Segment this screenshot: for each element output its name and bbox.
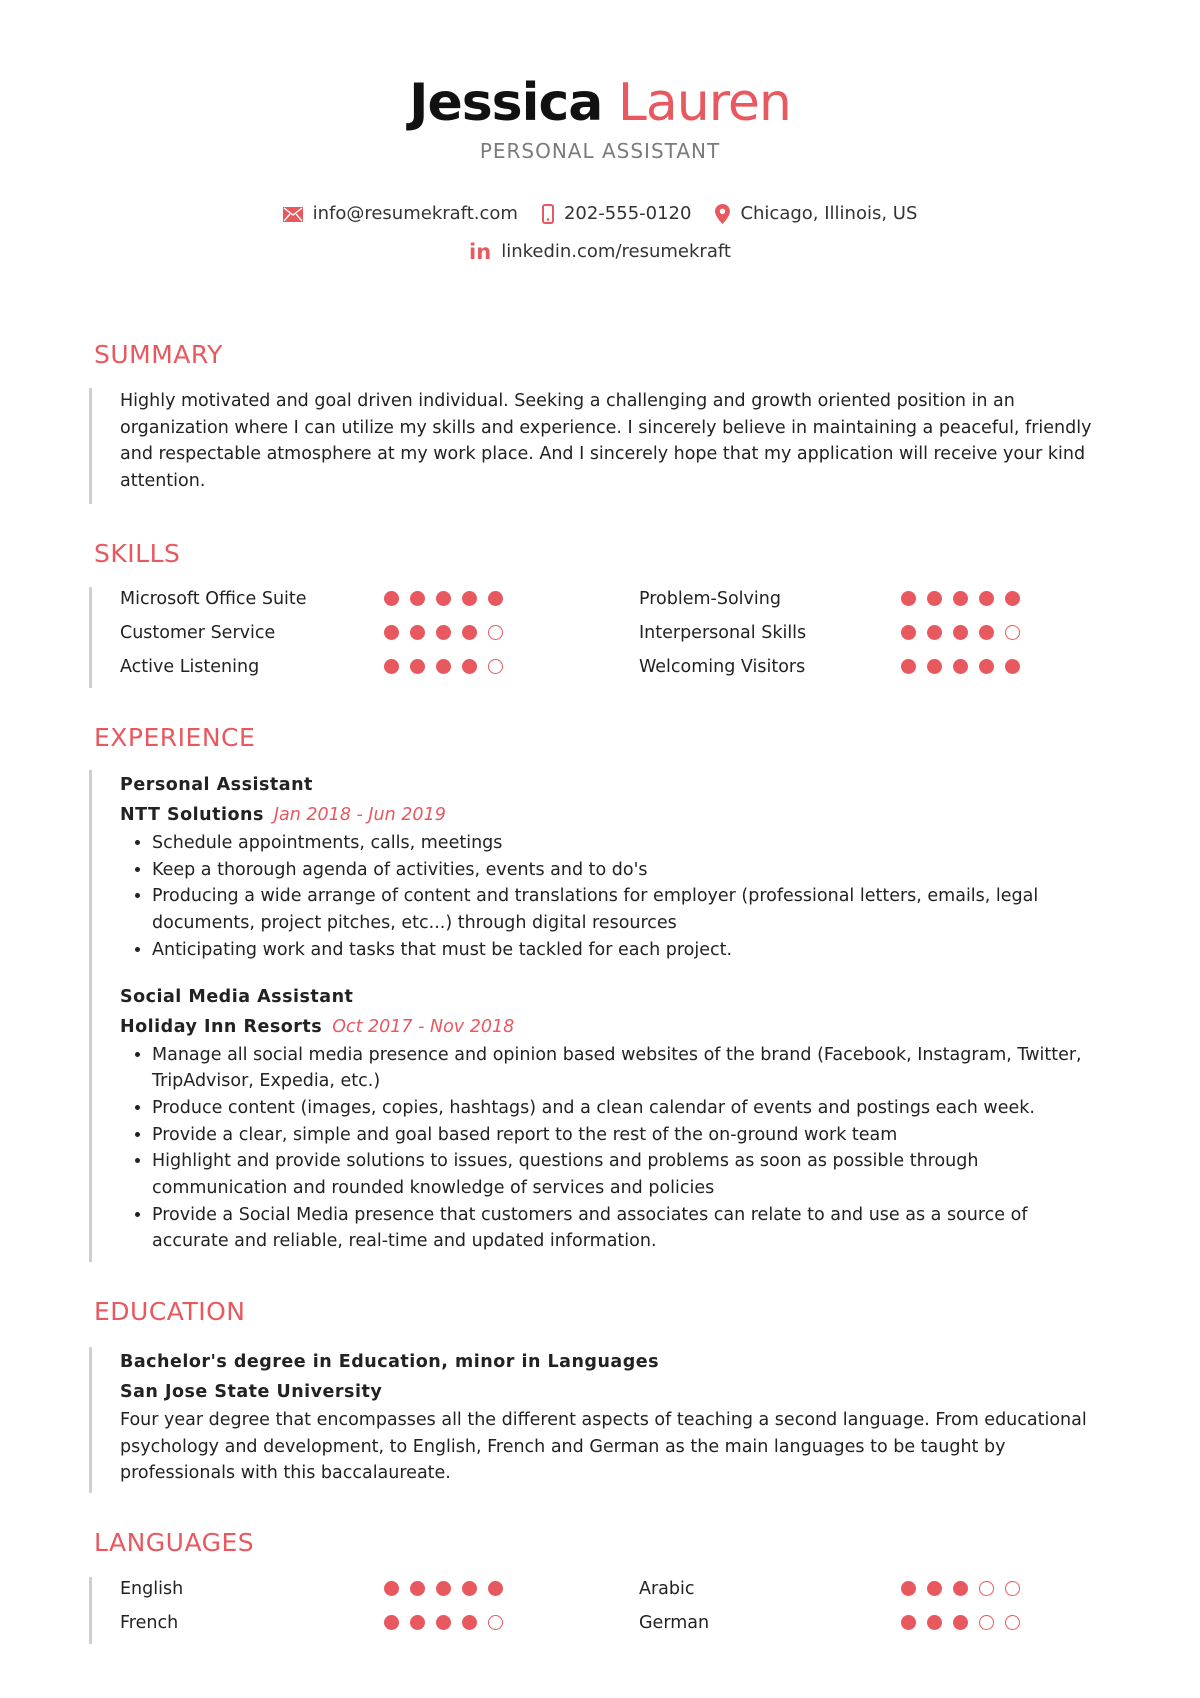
- rating-dot-filled: [953, 659, 968, 674]
- rating-dot-filled: [927, 1615, 942, 1630]
- rating-dot-filled: [384, 625, 399, 640]
- rating-dot-filled: [488, 1581, 503, 1596]
- education-body: [89, 1347, 1108, 1493]
- job-title: PERSONAL ASSISTANT: [479, 139, 721, 163]
- job-dates: Oct 2017 - Nov 2018: [332, 1016, 515, 1037]
- experience-body: [89, 770, 1108, 1262]
- linkedin-icon: in: [469, 240, 492, 264]
- rating-dot-filled: [410, 1615, 425, 1630]
- rating-dot-filled: [979, 591, 994, 606]
- bullet-item: • Produce content (images, copies, hashtags) and a clean calendar of events and postings each week.: [152, 1095, 1108, 1122]
- skill-name: Problem-Solving: [639, 589, 781, 609]
- first-name: Jessica: [409, 73, 603, 133]
- language-rating: [384, 1615, 514, 1630]
- job-company: NTT Solutions: [120, 805, 264, 825]
- rating-dot-filled: [384, 1581, 399, 1596]
- section-heading: EDUCATION: [94, 1297, 246, 1326]
- job-entry: [120, 770, 1108, 964]
- language-name: German: [639, 1613, 710, 1633]
- summary-body: [89, 388, 1108, 504]
- job-position: Personal Assistant: [120, 775, 313, 795]
- skill-row: [120, 582, 1108, 616]
- skill-rating: [384, 591, 514, 606]
- job-entry: [120, 982, 1108, 1256]
- rating-dot-empty: [1005, 625, 1020, 640]
- rating-dot-filled: [384, 1615, 399, 1630]
- rating-dot-filled: [436, 625, 451, 640]
- rating-dot-filled: [953, 1615, 968, 1630]
- rating-dot-filled: [979, 625, 994, 640]
- map-pin-icon: [715, 204, 730, 224]
- bullet-item: • Highlight and provide solutions to issues, questions and problems as soon as possible through communication and rounded knowledge of services and policies: [152, 1148, 1108, 1201]
- job-dates: Jan 2018 - Jun 2019: [273, 805, 446, 825]
- section-heading: LANGUAGES: [94, 1528, 255, 1557]
- contact-line: [0, 201, 1200, 227]
- bullet-item: • Producing a wide arrange of content and translations for employer (professional letters, emails, legal documents, project pitches, etc...) through digital resources: [152, 883, 1108, 936]
- rating-dot-filled: [979, 659, 994, 674]
- rating-dot-filled: [436, 659, 451, 674]
- last-name: Lauren: [617, 73, 791, 133]
- contact-location: [715, 201, 917, 227]
- rating-dot-empty: [488, 1615, 503, 1630]
- rating-dot-filled: [1005, 659, 1020, 674]
- skills-grid: [89, 587, 1108, 688]
- rating-dot-filled: [1005, 591, 1020, 606]
- rating-dot-filled: [410, 591, 425, 606]
- rating-dot-empty: [979, 1615, 994, 1630]
- location-text: Chicago, Illinois, US: [740, 203, 918, 224]
- contact-line-2: [0, 239, 1200, 265]
- rating-dot-filled: [901, 659, 916, 674]
- phone-text: 202-555-0120: [563, 203, 692, 224]
- job-company-line: [120, 800, 1108, 830]
- rating-dot-filled: [462, 1581, 477, 1596]
- rating-dot-filled: [953, 625, 968, 640]
- bullet-item: • Provide a clear, simple and goal based report to the rest of the on-ground work team: [152, 1122, 1108, 1149]
- bullet-item: • Schedule appointments, calls, meetings: [152, 830, 1108, 857]
- rating-dot-filled: [927, 625, 942, 640]
- job-company-line: [120, 1012, 1108, 1042]
- rating-dot-filled: [462, 591, 477, 606]
- job-company: Holiday Inn Resorts: [120, 1016, 323, 1037]
- rating-dot-filled: [901, 591, 916, 606]
- skill-rating: [384, 659, 514, 674]
- contact-email[interactable]: [283, 201, 518, 227]
- language-row: [120, 1572, 1108, 1606]
- rating-dot-empty: [488, 659, 503, 674]
- job-bullets: [120, 830, 1108, 964]
- skill-name: Welcoming Visitors: [639, 657, 806, 677]
- rating-dot-filled: [410, 659, 425, 674]
- skill-row: [120, 616, 1108, 650]
- rating-dot-filled: [901, 625, 916, 640]
- candidate-name: [0, 70, 1200, 136]
- rating-dot-filled: [953, 1581, 968, 1596]
- rating-dot-filled: [901, 1581, 916, 1596]
- rating-dot-filled: [462, 659, 477, 674]
- envelope-icon: [283, 207, 303, 222]
- skill-row: [120, 650, 1108, 684]
- language-name: English: [120, 1579, 184, 1599]
- bullet-item: • Anticipating work and tasks that must be tackled for each project.: [152, 937, 1108, 964]
- job-bullets: [120, 1042, 1108, 1256]
- rating-dot-empty: [979, 1581, 994, 1596]
- rating-dot-filled: [436, 1615, 451, 1630]
- section-heading: SKILLS: [94, 539, 181, 568]
- language-rating: [901, 1581, 1031, 1596]
- rating-dot-filled: [462, 625, 477, 640]
- rating-dot-filled: [436, 591, 451, 606]
- linkedin-text: linkedin.com/resumekraft: [501, 241, 731, 262]
- contact-linkedin[interactable]: [469, 239, 731, 265]
- rating-dot-filled: [927, 1581, 942, 1596]
- language-rating: [384, 1581, 514, 1596]
- skill-name: Microsoft Office Suite: [120, 589, 307, 609]
- skill-rating: [384, 625, 514, 640]
- skill-name: Active Listening: [120, 657, 260, 677]
- rating-dot-filled: [410, 1581, 425, 1596]
- summary-text: Highly motivated and goal driven individual. Seeking a challenging and growth oriented position in an organization where I can utilize my skills and experience. I sincerely believe in maintaining a peaceful, friendly and respectable atmosphere at my work place. And I sincerely hope that my application will receive your kind attention.: [120, 391, 1092, 492]
- language-row: [120, 1606, 1108, 1640]
- education-description: Four year degree that encompasses all the different aspects of teaching a second language. From educational psychology and development, to English, French and German as the main languages to be taught by professionals with this baccalaureate.: [120, 1410, 1087, 1484]
- rating-dot-filled: [410, 625, 425, 640]
- skill-rating: [901, 659, 1031, 674]
- school: San Jose State University: [120, 1382, 383, 1402]
- languages-grid: [89, 1577, 1108, 1644]
- skill-rating: [901, 591, 1031, 606]
- email-text: info@resumekraft.com: [312, 203, 518, 224]
- section-heading: SUMMARY: [94, 340, 223, 369]
- bullet-item: • Manage all social media presence and opinion based websites of the brand (Facebook, Instagram, Twitter, TripAdvisor, Expedia, etc.): [152, 1042, 1108, 1095]
- contact-phone[interactable]: [542, 201, 692, 227]
- bullet-item: • Keep a thorough agenda of activities, events and to do's: [152, 857, 1108, 884]
- rating-dot-filled: [384, 659, 399, 674]
- rating-dot-filled: [953, 591, 968, 606]
- job-position: Social Media Assistant: [120, 986, 354, 1007]
- rating-dot-empty: [488, 625, 503, 640]
- language-rating: [901, 1615, 1031, 1630]
- rating-dot-filled: [927, 591, 942, 606]
- skill-rating: [901, 625, 1031, 640]
- section-heading: EXPERIENCE: [94, 723, 256, 752]
- rating-dot-filled: [927, 659, 942, 674]
- rating-dot-filled: [488, 591, 503, 606]
- rating-dot-empty: [1005, 1581, 1020, 1596]
- rating-dot-filled: [901, 1615, 916, 1630]
- language-name: Arabic: [639, 1579, 695, 1599]
- rating-dot-empty: [1005, 1615, 1020, 1630]
- bullet-item: • Provide a Social Media presence that customers and associates can relate to and use as a source of accurate and reliable, real-time and updated information.: [152, 1202, 1108, 1255]
- rating-dot-filled: [384, 591, 399, 606]
- skill-name: Interpersonal Skills: [639, 623, 807, 643]
- skill-name: Customer Service: [120, 623, 276, 643]
- language-name: French: [120, 1613, 179, 1633]
- rating-dot-filled: [436, 1581, 451, 1596]
- mobile-phone-icon: [542, 204, 554, 224]
- degree: Bachelor's degree in Education, minor in Languages: [120, 1352, 660, 1372]
- rating-dot-filled: [462, 1615, 477, 1630]
